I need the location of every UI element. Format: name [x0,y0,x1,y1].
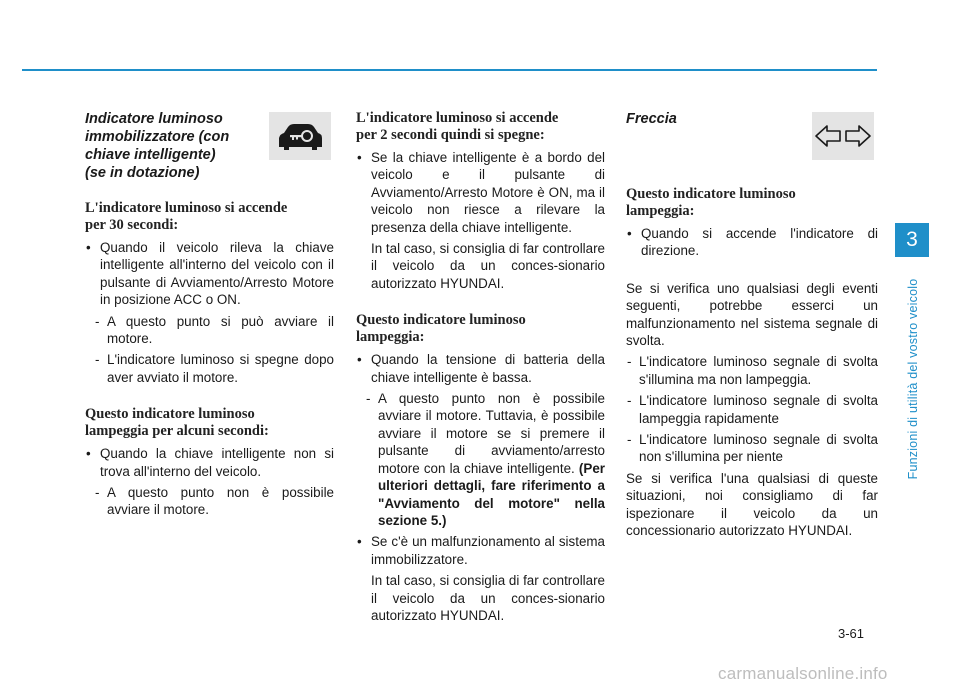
title-line: (se in dotazione) [85,165,200,181]
subheading-flash [626,186,878,220]
subheading-on-2s [356,110,605,144]
paragraph: In tal caso, si consiglia di far controllare il veicolo da un conces-sionario autorizzato HYUNDAI. [371,241,605,291]
section-title-turn-signal: Freccia [626,111,677,127]
bullet-item: • Se c'è un malfunzionamento al sistema immobilizzatore. [356,533,605,568]
subheading-line: L'indicatore luminoso si accende [85,200,288,216]
page-number: 3-61 [838,626,865,641]
dash-text: A questo punto non è possibile avviare il motore. Tuttavia, è possibile avviare il motore se si premere il pulsante di avviamento/arresto motore con la chiave intelligente. [378,391,605,476]
subheading-line: lampeggia: [356,329,425,346]
subheading-line: Questo indicatore luminoso [626,186,796,202]
bullet-item: • Se la chiave intelligente è a bordo del veicolo e il pulsante di Avviamento/Arresto Motore è ON, ma il veicolo non riesce a rilevare la presenza della chiave intelligente. [356,149,605,236]
title-line: Indicatore luminoso [85,111,223,127]
paragraph: Se si verifica l'una qualsiasi di queste situazioni, noi consigliamo di far ispezionare il veicolo da un concessionario autorizzato HYUNDAI. [626,470,878,539]
subheading-line: Questo indicatore luminoso [85,406,255,423]
dash-item: - A questo punto si può avviare il motore. [85,313,334,348]
bullet-item: • Quando la tensione di batteria della chiave intelligente è bassa. [356,351,605,386]
subheading-line: L'indicatore luminoso si accende [356,110,559,126]
dash-item: - L'indicatore luminoso segnale di svolta non s'illumina per niente [626,431,878,466]
dash-item: - A questo punto non è possibile avviare il motore. [85,484,334,519]
title-line: chiave intelligente) [85,147,216,163]
subheading-line: lampeggia per alcuni secondi: [85,423,269,440]
bullet-item: • Quando la chiave intelligente non si trova all'interno del veicolo. [85,445,334,480]
subheading-line: lampeggia: [626,203,695,219]
column-turn-signal [626,110,878,540]
column-immobilizer [85,110,334,519]
chapter-title-vertical [903,266,923,491]
dash-item [356,390,605,529]
bullet-item: • Quando si accende l'indicatore di direzione. [626,225,878,260]
subheading-line: per 30 secondi: [85,217,179,233]
dash-item: - L'indicatore luminoso segnale di svolta lampeggia rapidamente [626,392,878,427]
title-line: immobilizzatore (con [85,129,230,145]
car-key-icon [269,112,331,160]
chapter-number-tab: 3 [895,223,929,257]
dash-item: - L'indicatore luminoso si spegne dopo aver avviato il motore. [85,351,334,386]
turn-signal-arrows-icon [812,112,874,160]
dash-item: - L'indicatore luminoso segnale di svolta s'illumina ma non lampeggia. [626,353,878,388]
watermark: carmanualsonline.info [718,664,888,683]
paragraph: In tal caso, si consiglia di far controllare il veicolo da un conces-sionario autorizzato HYUNDAI. [371,573,605,623]
bullet-item: • Quando il veicolo rileva la chiave intelligente all'interno del veicolo con il pulsante di Avviamento/Arresto Motore in posizione ACC o ON. [85,239,334,309]
subheading-line: per 2 secondi quindi si spegne: [356,127,545,143]
subheading-on-30s [85,200,334,234]
subheading-flash-seconds [85,406,334,440]
subheading-flash [356,312,605,346]
header-rule [22,69,877,71]
reference-note: (Per ulteriori dettagli, fare riferimento a "Avviamento del motore" nella sezione 5.) [378,460,605,528]
section-title-immobilizer [85,110,260,182]
column-immobilizer-cont [356,110,605,624]
chapter-title-text: Funzioni di utilità del vostro veicolo [906,278,920,479]
subheading-line: Questo indicatore luminoso [356,312,526,329]
paragraph: Se si verifica uno qualsiasi degli eventi seguenti, potrebbe esserci un malfunzionamento nel sistema segnale di svolta. [626,280,878,349]
